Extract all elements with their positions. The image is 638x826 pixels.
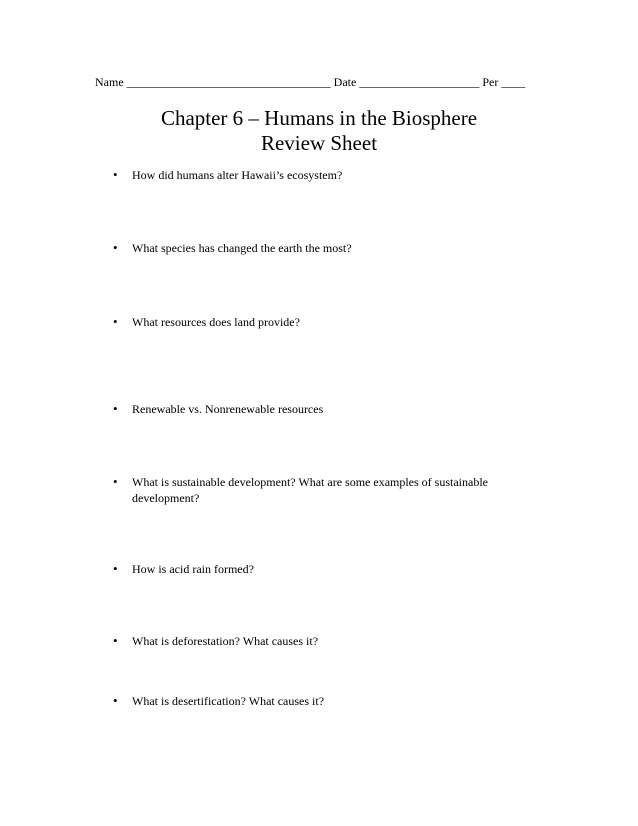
question-text: How is acid rain formed? [132,562,254,576]
bullet-icon: • [113,167,118,182]
student-info-header [95,75,545,89]
name-label: Name [95,75,124,89]
question-text: What resources does land provide? [132,315,300,329]
period-blank: ____ [501,75,526,89]
bullet-icon: • [113,401,118,416]
name-blank: __________________________________ [126,75,331,89]
bullet-icon: • [113,693,118,708]
date-blank: ____________________ [359,75,480,89]
question-text: What species has changed the earth the most? [132,241,352,255]
period-label: Per [482,75,499,89]
question-text: What is sustainable development? What are some examples of sustainable development? [132,475,488,505]
date-label: Date [333,75,357,89]
page-title: Chapter 6 – Humans in the Biosphere [160,106,478,130]
question-text: What is desertification? What causes it? [132,694,325,708]
bullet-icon: • [113,240,118,255]
question-text: How did humans alter Hawaii’s ecosystem? [132,168,343,182]
bullet-icon: • [113,474,118,489]
page-subtitle: Review Sheet [260,131,378,155]
bullet-icon: • [113,561,118,576]
bullet-icon: • [113,633,118,648]
question-text: Renewable vs. Nonrenewable resources [132,402,324,416]
bullet-icon: • [113,314,118,329]
question-text: What is deforestation? What causes it? [132,634,319,648]
